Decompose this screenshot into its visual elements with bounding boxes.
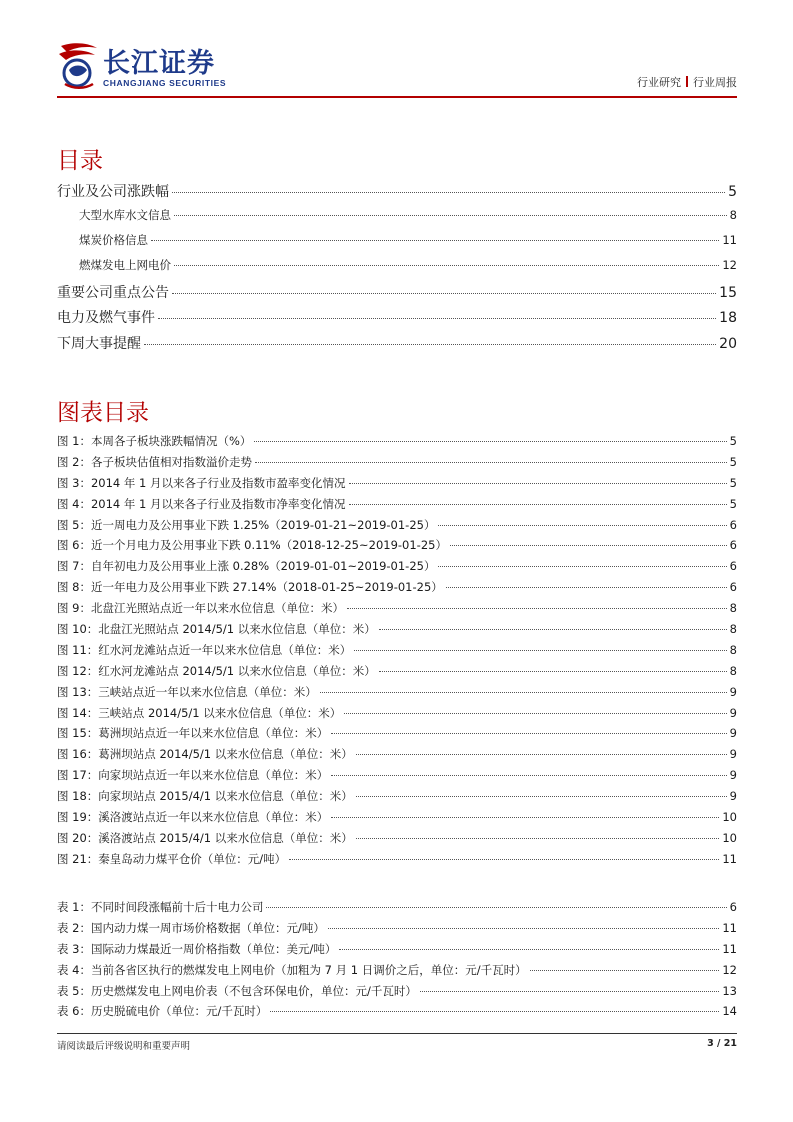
page-indicator: 3 / 21 bbox=[707, 1038, 737, 1049]
figure-entry[interactable]: 图 6：近一个月电力及公用事业下跌 0.11%（2018-12-25~2019-01-25） 6 bbox=[57, 538, 737, 553]
header-rule bbox=[57, 96, 737, 98]
table-entry[interactable]: 表 1：不同时间段涨幅前十后十电力公司 6 bbox=[57, 900, 737, 914]
figure-entry[interactable]: 图 20：溪洛渡站点 2015/4/1 以来水位信息（单位：米） 10 bbox=[57, 830, 737, 845]
toc-entry[interactable]: 行业及公司涨跌幅 5 bbox=[57, 184, 737, 200]
subcategory-label: 行业周报 bbox=[693, 76, 737, 89]
toc-subentry[interactable]: 大型水库水文信息 8 bbox=[79, 207, 737, 222]
figure-entry[interactable]: 图 9：北盘江光照站点近一年以来水位信息（单位：米） 8 bbox=[57, 601, 737, 616]
toc-subentry[interactable]: 煤炭价格信息 11 bbox=[79, 232, 737, 247]
figure-entry[interactable]: 图 14：三峡站点 2014/5/1 以来水位信息（单位：米） 9 bbox=[57, 705, 737, 720]
page-header bbox=[57, 38, 737, 96]
toc-subentry[interactable]: 燃煤发电上网电价 12 bbox=[79, 257, 737, 272]
figure-entry[interactable]: 图 7：自年初电力及公用事业上涨 0.28%（2019-01-01~2019-01-25） 6 bbox=[57, 559, 737, 574]
figure-entry[interactable]: 图 18：向家坝站点 2015/4/1 以来水位信息（单位：米） 9 bbox=[57, 789, 737, 804]
figure-entry[interactable]: 图 21：秦皇岛动力煤平仓价（单位：元/吨） 11 bbox=[57, 851, 737, 866]
toc-list bbox=[57, 181, 737, 358]
figure-entry[interactable]: 图 8：近一年电力及公用事业下跌 27.14%（2018-01-25~2019-01-25） 6 bbox=[57, 580, 737, 595]
figure-entry[interactable]: 图 1：本周各子板块涨跌幅情况（%） 5 bbox=[57, 434, 737, 448]
footer-rule bbox=[57, 1033, 737, 1034]
table-entry[interactable]: 表 4：当前各省区执行的燃煤发电上网电价（加粗为 7 月 1 日调价之后，单位：元/千瓦时） 12 bbox=[57, 962, 737, 977]
figure-entry[interactable]: 图 2：各子板块估值相对指数溢价走势 5 bbox=[57, 454, 737, 469]
logo-emblem-icon bbox=[57, 40, 99, 90]
figure-entry[interactable]: 图 11：红水河龙滩站点近一年以来水位信息（单位：米） 8 bbox=[57, 642, 737, 657]
toc-entry[interactable]: 下周大事提醒 20 bbox=[57, 335, 737, 352]
toc-entry[interactable]: 电力及燃气事件 18 bbox=[57, 310, 737, 326]
table-entry[interactable]: 表 3：国际动力煤最近一周价格指数（单位：美元/吨） 11 bbox=[57, 941, 737, 956]
figure-entry[interactable]: 图 10：北盘江光照站点 2014/5/1 以来水位信息（单位：米） 8 bbox=[57, 622, 737, 637]
category-label: 行业研究 bbox=[637, 76, 681, 89]
category-divider bbox=[686, 76, 688, 87]
figure-entry[interactable]: 图 4：2014 年 1 月以来各子行业及指数市净率变化情况 5 bbox=[57, 496, 737, 511]
figure-entry[interactable]: 图 16：葛洲坝站点 2014/5/1 以来水位信息（单位：米） 9 bbox=[57, 747, 737, 762]
footer-disclaimer: 请阅读最后评级说明和重要声明 bbox=[57, 1041, 191, 1052]
figure-entry[interactable]: 图 3：2014 年 1 月以来各子行业及指数市盈率变化情况 5 bbox=[57, 475, 737, 490]
toc-entry[interactable]: 重要公司重点公告 15 bbox=[57, 284, 737, 301]
figure-entry[interactable]: 图 12：红水河龙滩站点 2014/5/1 以来水位信息（单位：米） 8 bbox=[57, 663, 737, 678]
table-list bbox=[57, 899, 737, 1024]
toc-title: 目录 bbox=[57, 148, 103, 174]
report-category bbox=[637, 74, 737, 90]
company-logo bbox=[57, 40, 257, 90]
table-entry[interactable]: 表 6：历史脱硫电价（单位：元/千瓦时） 14 bbox=[57, 1004, 737, 1019]
figure-list-title: 图表目录 bbox=[57, 400, 149, 426]
figure-entry[interactable]: 图 13：三峡站点近一年以来水位信息（单位：米） 9 bbox=[57, 684, 737, 699]
table-entry[interactable]: 表 5：历史燃煤发电上网电价表（不包含环保电价，单位：元/千瓦时） 13 bbox=[57, 983, 737, 998]
logo-english-name: CHANGJIANG SECURITIES bbox=[103, 78, 227, 88]
table-entry[interactable]: 表 2：国内动力煤一周市场价格数据（单位：元/吨） 11 bbox=[57, 920, 737, 935]
figure-entry[interactable]: 图 17：向家坝站点近一年以来水位信息（单位：米） 9 bbox=[57, 768, 737, 783]
logo-chinese-name: 长江证券 bbox=[103, 48, 215, 79]
figure-list bbox=[57, 433, 737, 872]
figure-entry[interactable]: 图 15：葛洲坝站点近一年以来水位信息（单位：米） 9 bbox=[57, 726, 737, 741]
figure-entry[interactable]: 图 5：近一周电力及公用事业下跌 1.25%（2019-01-21~2019-01-25） 6 bbox=[57, 517, 737, 532]
figure-entry[interactable]: 图 19：溪洛渡站点近一年以来水位信息（单位：米） 10 bbox=[57, 810, 737, 825]
